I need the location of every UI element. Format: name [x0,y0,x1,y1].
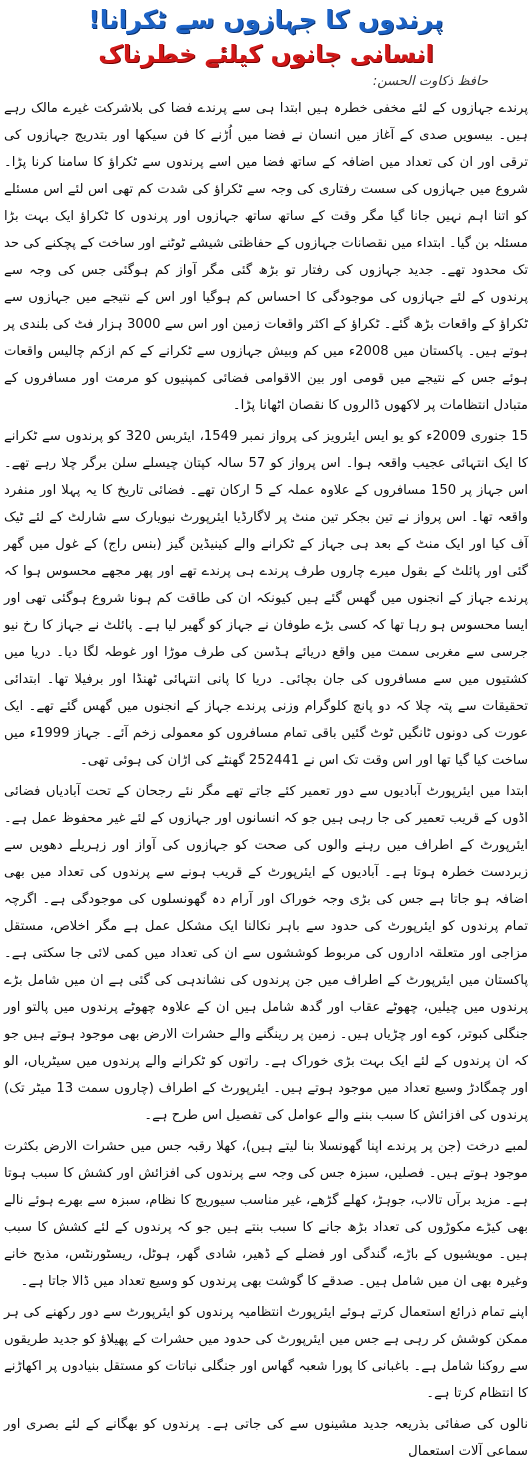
article-body [4,95,528,1465]
headline-primary: پرندوں کا جہازوں سے ٹکرانا! [88,5,444,34]
article-paragraph: اپنے تمام ذرائع استعمال کرتے ہوئے ایئرپورٹ انتظامیہ پرندوں کو ایئرپورٹ سے دور رکھنے کی ہر ممکن کوشش کر رہی ہے جس میں ایئرپورٹ کی حدود میں حشرات کے پھیلاؤ کو جدید طریقوں سے روکنا شامل ہے۔ باغبانی کا پورا شعبہ گھاس اور جنگلی نباتات کو مستقل بنیادوں پر اکھاڑنے کا انتظام کرتا ہے۔ [4,1305,528,1401]
article-paragraph: ابتدا میں ایئرپورٹ آبادیوں سے دور تعمیر کئے جاتے تھے مگر نئے رجحان کے تحت آبادیاں فضائی اڈوں کے قریب تعمیر کی جا رہی ہیں جو کہ انسانوں اور جہازوں کے لئے غیر محفوظ عمل ہے۔ ایئرپورٹ کے اطراف میں رہنے والوں کی صحت کو جہازوں کی آواز اور زہریلے دھویں سے زبردست خطرہ ہوتا ہے۔ آبادیوں کے ایئرپورٹ کے قریب ہونے سے پرندوں کی تعداد میں بھی اضافہ ہو جاتا ہے جس کی بڑی وجہ خوراک اور آرام دہ گھونسلوں کی موجودگی ہے۔ اگرچہ تمام پرندوں کو ایئرپورٹ کی حدود سے باہر نکالنا ایک مشکل عمل ہے مگر اخلاص، مستقل مزاجی اور متعلقہ اداروں کی مربوط کوششوں سے ان کی تعداد میں کمی لائی جا سکتی ہے۔ پاکستان میں ایئرپورٹ کے اطراف میں جن پرندوں کی نشاندہی کی گئی ہے ان میں شامل بڑے پرندوں میں چیلیں، چھوٹے عقاب اور گدھ شامل ہیں ان کے علاوہ چھوٹے پرندوں میں پالتو اور جنگلی کبوتر، کوے اور چڑیاں ہیں۔ زمین پر رینگنے والے حشرات الارض بھی موجود ہوتے ہیں جو کہ ان پرندوں کے لئے ایک بہت بڑی خوراک ہے۔ راتوں کو ٹکرانے والے پرندوں میں سیٹریاں، الو اور چمگادڑ وسیع تعداد میں موجود ہوتے ہیں۔ ایئرپورٹ کے اطراف (چاروں سمت 13 میٹر تک) پرندوں کی افزائش کا سبب بننے والے عوامل کی تفصیل اس طرح ہے۔ [4,784,528,1123]
headline-secondary: انسانی جانوں کیلئے خطرناک [98,40,434,68]
article-paragraph: لمبے درخت (جن پر پرندے اپنا گھونسلا بنا لیتے ہیں)، کھلا رقبہ جس میں حشرات الارض بکثرت موجود ہوتے ہیں۔ فصلیں، سبزہ جس کی وجہ سے پرندوں کی افزائش اور کشش کا سبب ہوتا ہے۔ مزید برآں تالاب، جوہڑ، کھلے گڑھے، غیر مناسب سیوریج کا نظام، سبزہ سے بھرے ہوئے نالے بھی کیڑے مکوڑوں کی تعداد بڑھ جانے کا سبب بنتے ہیں جو کہ پرندوں کے لئے کشش کا سبب ہیں۔ مویشیوں کے باڑے، گندگی اور فضلے کے ڈھیر، شادی گھر، ہوٹل، ریسٹورنٹس، مذبح خانے وغیرہ بھی ان میں شامل ہیں۔ صدقے کا گوشت بھی پرندوں کو وسیع تعداد میں ڈالا جاتا ہے۔ [4,1139,528,1289]
author-byline: حافظ ذکاوت الحسن: [372,74,488,89]
article-paragraph: 15 جنوری 2009ء کو یو ایس ایئرویز کی پرواز نمبر 1549، ایئربس 320 کو پرندوں سے ٹکرانے کا ایک انتہائی عجیب واقعہ ہوا۔ اس پرواز کو 57 سالہ کپتان چیسلے سلن برگر چلا رہے تھے۔ اس جہاز پر 150 مسافروں کے علاوہ عملہ کے 5 ارکان تھے۔ فضائی تاریخ کا یہ پہلا اور منفرد واقعہ تھا۔ اس پرواز نے تین بجکر تین منٹ پر لاگارڈیا ایئرپورٹ نیویارک سے شارلٹ کے لئے ٹیک آف کیا اور ایک منٹ کے بعد ہی جہاز کے ٹکرانے والے کینیڈین گیز (بنس راج) کے غول میں گھر گئی اور پائلٹ کے بقول میرے چاروں طرف پرندے ہی پرندے تھے اور پھر مجھے محسوس ہوا کہ پرندے جہاز کے انجنوں میں گھس گئے ہیں کیونکہ ان کی طاقت کم ہونا شروع ہوگئی تھی اور ایسا محسوس ہو رہا تھا کہ کسی بڑے طوفان نے جہاز کو گھیر لیا ہے۔ پائلٹ نے جہاز کا رخ نیو جرسی سے مغربی سمت میں واقع دریائے ہڈسن کی طرف موڑا اور غوطہ لگا دیا۔ دریا میں کشتیوں میں سے مسافروں کی جان بچائی۔ دریا کا پانی انتہائی ٹھنڈا اور برفیلا تھا۔ ابتدائی تحقیقات سے پتہ چلا کہ دو پانچ کلوگرام وزنی پرندے جہاز کے انجنوں میں گھس گئے تھے۔ ایک عورت کی دونوں ٹانگیں ٹوٹ گئیں باقی تمام مسافروں کو معمولی زخم آئے۔ جہاز 1999ء میں ساخت کیا گیا تھا اور اس وقت تک اس نے 252441 گھنٹے کی اڑان کی ہوئی تھی۔ [4,429,529,768]
article-paragraph: نالوں کی صفائی بذریعہ جدید مشینوں سے کی جاتی ہے۔ پرندوں کو بھگانے کے لئے بصری اور سماعی آلات استعمال [4,1417,528,1459]
article-paragraph: پرندے جہازوں کے لئے مخفی خطرہ ہیں ابتدا ہی سے پرندے فضا کی بلاشرکت غیرے مالک رہے ہیں۔ بیسویں صدی کے آغاز میں انسان نے فضا میں اُڑنے کا فن سیکھا اور بتدریج جہازوں کی ترقی اور ان کی تعداد میں اضافہ کے ساتھ فضا میں اسے پرندوں سے ٹکراؤ کا سامنا کرنا پڑا۔ شروع میں جہازوں کی سست رفتاری کی وجہ سے ٹکراؤ کی شدت کم تھی اس لئے اس مسئلے کو اتنا اہم نہیں جانا گیا مگر وقت کے ساتھ ساتھ جہازوں اور پرندوں کا ٹکراؤ ایک بہت بڑا مسئلہ بن گیا۔ ابتداء میں نقصانات جہازوں کے حفاظتی شیشے ٹوٹنے اور ساخت کے پچکنے کی حد تک محدود تھے۔ جدید جہازوں کی رفتار تو بڑھ گئی مگر آواز کم ہوگئی جس کی وجہ سے پرندوں کے لئے جہازوں کی موجودگی کا احساس کم ہوگیا اور اس کے نتیجے میں جہازوں سے ٹکراؤ کے واقعات بڑھ گئے۔ ٹکراؤ کے اکثر واقعات زمین اور اس سے 3000 ہزار فٹ کی بلندی پر ہوتے ہیں۔ پاکستان میں 2008ء میں کم وبیش جہازوں سے ٹکرانے کے کم ازکم چالیس واقعات ہوئے جس کے نتیجے میں قومی اور بین الاقوامی فضائی کمپنیوں کو مرمت اور مسافروں کے متبادل انتظامات پر لاکھوں ڈالروں کا نقصان اٹھانا پڑا۔ [4,101,528,413]
